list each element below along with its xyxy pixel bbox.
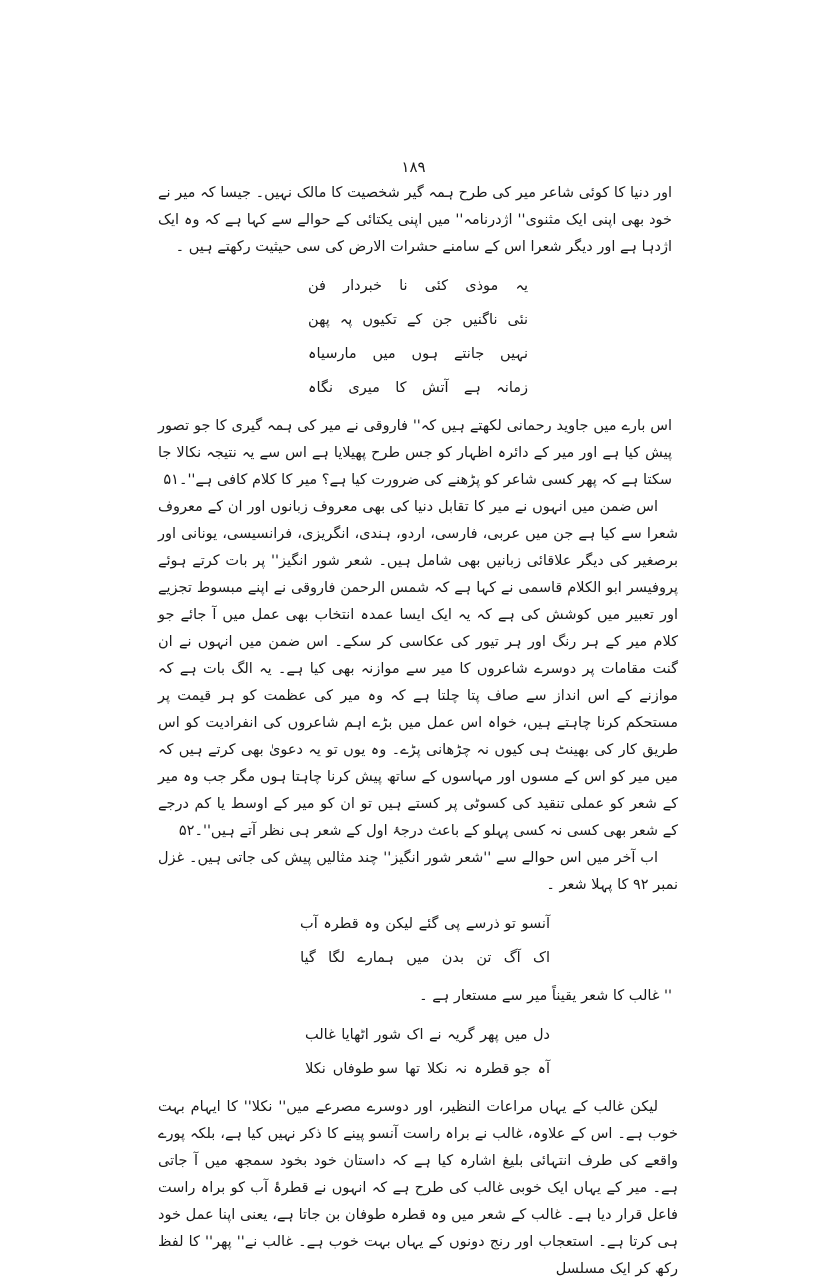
verse-word: نہ [454, 1061, 468, 1077]
verse-word: موذی [465, 278, 499, 294]
verse-word: گریہ [447, 1027, 475, 1043]
verse-word: میں [406, 950, 430, 966]
verse-word: آگ [503, 950, 521, 966]
verse-word: اک [406, 1027, 424, 1043]
verse-word: پھن [308, 312, 330, 328]
verse-word: نے [429, 1027, 442, 1043]
verse-word: فن [308, 278, 326, 294]
paragraph-ghalib-borrowed: '' غالب کا شعر یقیناً میر سے مستعار ہے ۔ [419, 988, 672, 1004]
verse-word: پی [444, 916, 461, 932]
verse-line [308, 269, 528, 303]
verse-word: لگا [328, 950, 345, 966]
verse-block-mir [158, 907, 678, 975]
paragraph-examples-intro: اب آخر میں اس حوالے سے ''شعر شور انگیز'' چند مثالیں پیش کی جاتی ہیں۔ غزل نمبر ۹۲ کا پہلا شعر ۔ [158, 850, 678, 893]
verse-word: میں [372, 346, 396, 362]
verse-word: آنسو [521, 916, 550, 932]
verse-line [308, 371, 528, 405]
verse-word: ناگنیں [462, 312, 498, 328]
verse-word: پہ [339, 312, 353, 328]
verse-word: آہ [537, 1061, 550, 1077]
verse-word: جو قطرہ [474, 1061, 531, 1077]
verse-word: ہوں [411, 346, 439, 362]
paragraph-ghalib-analysis: لیکن غالب کے یہاں مراعات النظیر، اور دوسرے مصرعے میں'' نکلا'' کا ایہام بہت خوب ہے۔ اس کے علاوہ، غالب نے براہ راست آنسو پینے کا ذکر نہیں کیا ہے، بلکہ پورے واقعے کی طرف انتہائی بلیغ اشارہ کیا ہے کہ داستان خود بخود سمجھ میں آ جاتی ہے۔ میر کے یہاں ایک خوبی غالب کی طرح ہے کہ انہوں نے قطرۂ آب کو براہ راست فاعل قرار دیا ہے۔ غالب کے شعر میں وہ قطرہ طوفان بن جاتا ہے، یعنی اپنا عمل خود ہی کرتا ہے۔ استعجاب اور رنج دونوں کے یہاں بہت خوب ہے۔ غالب نے'' پھر'' کا لفظ رکھ کر ایک مسلسل [158, 1099, 678, 1277]
verse-word: کئی [424, 278, 449, 294]
verse-word: سو طوفاں [332, 1061, 398, 1077]
verse-word: بدن [441, 950, 465, 966]
verse-word: کا [395, 380, 407, 396]
verse-word: تھا [404, 1061, 421, 1077]
verse-word: جن [432, 312, 453, 328]
verse-word: ہے [463, 380, 481, 396]
verse-word: نکلا [427, 1061, 448, 1077]
paragraph-javed-rahmani: اس بارے میں جاوید رحمانی لکھتے ہیں کہ'' فاروقی نے میر کی ہمہ گیری کا جو تصور پیش کیا ہے اور میر کے دائرہ اظہار کو جس طرح پھیلایا ہے اس سے یہ نتیجہ نکالا جا سکتا ہے کہ پھر کسی شاعر کو پڑھنے کی ضرورت کیا ہے؟ میر کا کلام کافی ہے''۔۵۱ [158, 418, 672, 488]
verse-word: نگاہ [308, 380, 334, 396]
verse-word: وہ [364, 916, 380, 932]
verse-word: یہ [515, 278, 528, 294]
verse-word: نکلا [305, 1061, 326, 1077]
verse-word: جانتے [453, 346, 485, 362]
verse-line [305, 1052, 550, 1086]
verse-word: پھر [480, 1027, 499, 1043]
verse-word: کے [406, 312, 423, 328]
verse-line [300, 907, 550, 941]
paragraph-comparison: اس ضمن میں انہوں نے میر کا تقابل دنیا کی بھی معروف زبانوں اور ان کے معروف شعرا سے کیا ہے جن میں عربی، فارسی، اردو، ہندی، انگریزی، فرانسیسی، یونانی اور برصغیر کی دیگر علاقائی زبانیں بھی شامل ہیں۔ شعر شور انگیز'' پر بات کرتے ہوئے پروفیسر ابو الکلام قاسمی نے کہا ہے کہ شمس الرحمن فاروقی نے اپنے مبسوط تجزیے اور تعبیر میں کوشش کی ہے کہ یہ ایک ایسا عمدہ انتخاب بھی عمل میں آ جائے جو کلام میر کے ہر رنگ اور ہر تیور کی عکاسی کر سکے۔ اس ضمن میں انہوں نے ان گنت مقامات پر دوسرے شاعروں کا میر سے موازنہ بھی کیا ہے۔ یہ الگ بات ہے کہ موازنے کے اس انداز سے صاف پتا چلتا ہے کہ وہ میر کی عظمت کو ہر قیمت پر مستحکم کرنا چاہتے ہیں، خواہ اس عمل میں بڑے اہم شاعروں کی انفرادیت کو اس طریق کار کی بھینٹ ہی کیوں نہ چڑھانی پڑے۔ وہ یوں تو یہ دعویٰ بھی کرتے ہیں کہ میں میر کو اس کے مسوں اور مہاسوں کے ساتھ پیش کرنا چاہتا ہوں مگر جب وہ میر کے شعر کو عملی تنقید کی کسوٹی پر کستے ہیں تو ان کو میر کے اوسط یا کم درجے کے شعر بھی کسی نہ کسی پہلو کے باعث درجۂ اول کے شعر ہی نظر آتے ہیں''۔۵۲ [158, 499, 678, 839]
verse-word: تو ذرسے [465, 916, 516, 932]
verse-word: لیکن [385, 916, 414, 932]
verse-word: اٹھایا [341, 1027, 369, 1043]
verse-word: شور [374, 1027, 401, 1043]
verse-word: میری [348, 380, 380, 396]
verse-line [308, 337, 528, 371]
verse-word: ہمارے [357, 950, 394, 966]
verse-block-masnavi [158, 269, 678, 405]
verse-word: دل [533, 1027, 550, 1043]
verse-line [308, 303, 528, 337]
verse-word: مارسیاہ [308, 346, 357, 362]
body-text [158, 180, 678, 1283]
verse-word: زمانہ [496, 380, 528, 396]
verse-word: گئے [418, 916, 439, 932]
verse-word: تکیوں [362, 312, 397, 328]
verse-word: میں [504, 1027, 528, 1043]
verse-word: نا [399, 278, 408, 294]
verse-word: غالب [305, 1027, 336, 1043]
page-number: ۱۸۹ [401, 158, 426, 176]
verse-word: تن [476, 950, 492, 966]
verse-word: اک [532, 950, 550, 966]
verse-word: آتش [421, 380, 449, 396]
verse-word: خبردار [343, 278, 382, 294]
verse-line [305, 1018, 550, 1052]
verse-line [300, 941, 550, 975]
verse-word: گیا [300, 950, 316, 966]
verse-word: آب [300, 916, 318, 932]
verse-word: نہیں [500, 346, 528, 362]
verse-word: نئی [507, 312, 528, 328]
paragraph-intro: اور دنیا کا کوئی شاعر میر کی طرح ہمہ گیر شخصیت کا مالک نہیں۔ جیسا کہ میر نے خود بھی اپنی ایک مثنوی'' اژدرنامہ'' میں اپنی یکتائی کے حوالے سے کہا ہے کہ وہ ایک اژدہا ہے اور دیگر شعرا اس کے سامنے حشرات الارض کی سی حیثیت رکھتے ہیں ۔ [158, 185, 672, 255]
verse-block-ghalib [158, 1018, 678, 1086]
verse-word: قطرہ [323, 916, 359, 932]
